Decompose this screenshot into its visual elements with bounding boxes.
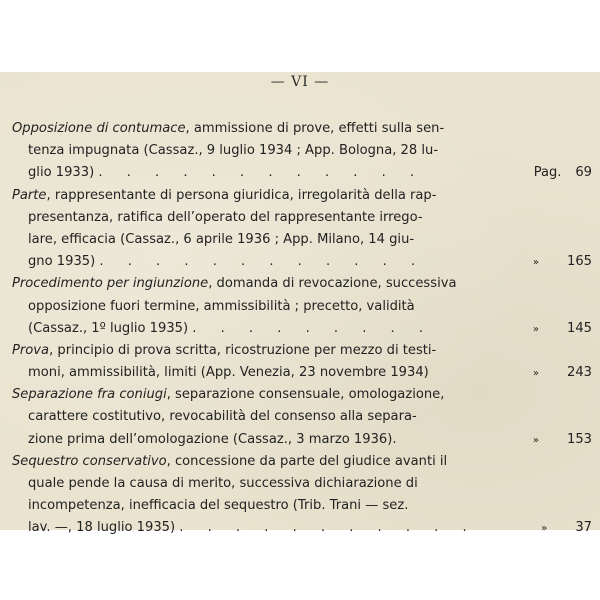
page-number: 165 [567,254,592,270]
entry-text: , domanda di revocazione, successiva [208,276,457,292]
index-entry [12,451,596,540]
entry-title: Procedimento per ingiunzione [12,276,209,292]
page-number: 243 [567,365,592,381]
entry-text: quale pende la causa di merito, successiva dichiarazione di [28,476,418,491]
index-list [12,118,596,540]
page-reference [534,162,592,184]
entry-text: , separazione consensuale, omologazione, [166,387,445,403]
page-marker: » [541,523,548,535]
page-reference [541,517,592,540]
page-reference [533,318,592,341]
entry-text: lare, efficacia (Cassaz., 6 aprile 1936 ; App. Milano, 14 giu- [28,231,415,247]
entry-text: presentanza, ratifica dell’operato del rappresentante irrego- [28,209,423,225]
leader-dots: . . . . . . . . . . . . [98,165,425,181]
index-entry [12,340,596,384]
entry-text: lav. —, 18 luglio 1935) [28,520,176,536]
page-marker: » [532,368,539,380]
entry-text: , concessione da parte del giudice avanti il [166,453,448,469]
leader-dots: . . . . . . . . . . . . [99,254,426,270]
entry-text: , rappresentante di persona giuridica, irregolarità della rap- [46,187,437,203]
entry-text: moni, ammissibilità, limiti (App. Venezia, 23 novembre 1934) [28,365,429,381]
page-number: 145 [567,320,592,336]
entry-title: Prova [12,342,50,358]
leader-dots: . . . . . . . . . . . [179,520,477,536]
page-marker: » [532,434,539,446]
entry-title: Sequestro conservativo [12,453,167,469]
entry-text: glio 1933) [28,165,95,181]
index-entry [12,384,596,451]
page-header: — VI — [270,74,330,90]
entry-text: zione prima dell’omologazione (Cassaz., 3 marzo 1936). [28,431,397,447]
entry-text: tenza impugnata (Cassaz., 9 luglio 1934 ; App. Bologna, 28 lu- [28,143,439,159]
entry-text: , ammissione di prove, effetti sulla sen- [185,121,445,136]
page-reference [533,362,592,385]
entry-text: carattere costitutivo, revocabilità del consenso alla separa- [28,409,417,425]
index-entry [12,273,596,340]
page-number: 69 [575,165,592,181]
index-entry [12,118,596,185]
book-page [0,72,600,536]
entry-title: Separazione fra coniugi [12,387,167,403]
page-reference [533,429,592,452]
entry-text: gno 1935) [28,254,96,270]
page-number: 37 [575,520,592,536]
entry-text: incompetenza, inefficacia del sequestro (Trib. Trani — sez. [28,498,409,514]
entry-title: Parte [12,187,47,203]
page-reference [533,251,592,274]
page-marker: » [532,323,539,335]
leader-dots: . . . . . . . . . [192,320,434,336]
entry-title: Opposizione di contumace [12,121,186,136]
page-marker: » [532,257,539,269]
page-number: 153 [567,431,592,447]
entry-text: , principio di prova scritta, ricostruzione per mezzo di testi- [49,342,437,358]
entry-text: (Cassaz., 1º luglio 1935) [28,320,189,336]
entry-text: opposizione fuori termine, ammissibilità ; precetto, validità [28,298,415,314]
index-entry [12,185,596,274]
page-marker: Pag. [533,165,562,181]
